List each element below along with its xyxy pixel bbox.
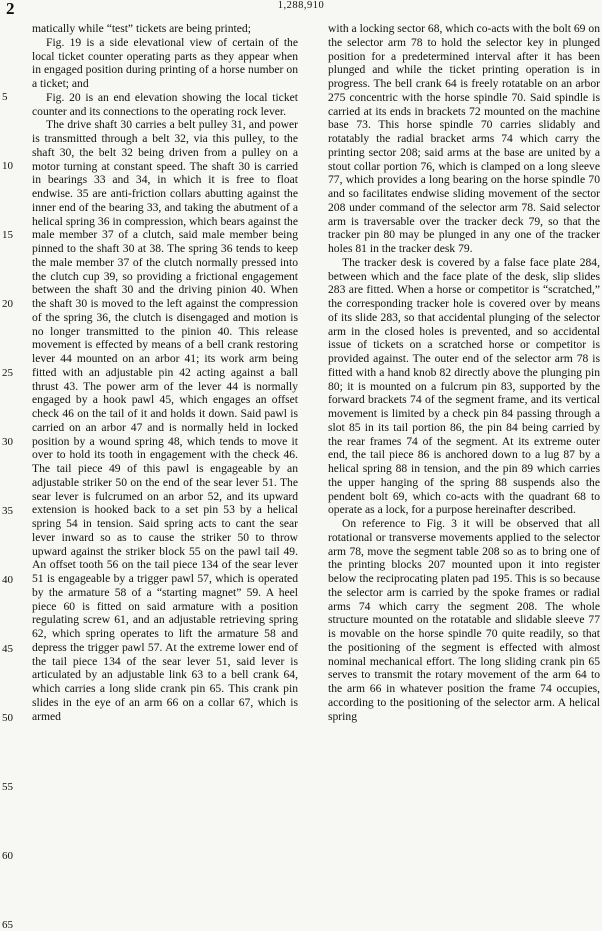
line-number: 60 bbox=[2, 850, 13, 862]
right-text-column bbox=[328, 22, 600, 927]
paragraph: Fig. 19 is a side elevational view of certain of the local ticket counter operating parts as they appear when in engaged position during printing of a horse number on a ticket; and bbox=[32, 35, 298, 90]
line-number: 15 bbox=[2, 229, 13, 241]
paragraph: with a locking sector 68, which co-acts with the bolt 69 on the selector arm 78 to hold the selector key in plunged position for a predetermined interval after it has been plunged and while the ticket printing operation is in progress. The bell crank 64 is freely rotatable on an arbor 275 concentric with the horse spindle 70. Said spindle is carried at its ends in brackets 72 mounted on the machine base 73. This horse spindle 70 carries slidably and rotatably the radial bracket arms 74 which carry the printing sector 208; said arms at the base are united by a stout collar portion 76, which is clamped on a long sleeve 77, which provides a long bearing on the horse spindle 70 and so facilitates endwise sliding movement of the sector 208 under command of the selector arm 78. Said selector arm is traversable over the tracker deck 79, so that the tracker pin 80 may be plunged in any one of the tracker holes 81 in the tracker desk 79. bbox=[328, 22, 600, 255]
line-number: 55 bbox=[2, 781, 13, 793]
line-number: 65 bbox=[2, 919, 13, 931]
line-number: 40 bbox=[2, 574, 13, 586]
page-header bbox=[0, 0, 602, 18]
paragraph: The drive shaft 30 carries a belt pulley 31, and power is transmitted through a belt 32, via this pulley, to the shaft 30, the belt 32 being driven from a pulley on a motor turning at constant speed. The shaft 30 is carried in bearings 33 and 34, in which it is free to float endwise. 35 are anti-friction collars abutting against the inner end of the bearing 33, and taking the abutment of a helical spring 36 in compression, which bears against the male member 37 of a clutch, said male member being pinned to the shaft 30 at 38. The spring 36 tends to keep the male member 37 of the clutch normally pressed into the clutch cup 39, so providing a frictional engagement between the shaft 30 and the driving pinion 40. When the shaft 30 is moved to the left against the compression of the spring 36, the clutch is disengaged and motion is no longer transmitted to the pinion 40. This release movement is effected by means of a bell crank restoring lever 44 mounted on an arbor 41; its work arm being fitted with an adjustable pin 42 acting against a ball thrust 43. The power arm of the lever 44 is normally engaged by a hook pawl 45, which engages an offset check 46 on the tail of it and holds it down. Said pawl is carried on an arbor 47 and is normally held in locked position by a wound spring 48, which tends to move it over to hold its tooth in engagement with the check 46. The tail piece 49 of this pawl is engageable by an adjustable striker 50 on the end of the sear lever 51. The sear lever is fulcrumed on an arbor 52, and its upward extension is hooked back to a set pin 53 by a helical spring 54 in tension. Said spring acts to cant the sear lever inward so as to cause the striker 50 to throw upward against the striker block 55 on the pawl tail 49. An offset tooth 56 on the tail piece 134 of the sear lever 51 is engageable by a trigger pawl 57, which is operated by the armature 58 of a “starting magnet” 59. A heel piece 60 is fitted on said armature with a position regulating screw 61, and an adjustable retrieving spring 62, which spring operates to lift the armature 58 and depress the trigger pawl 57. At the extreme lower end of the tail piece 134 of the sear lever 51, said lever is articulated by an adjustable link 63 to a bell crank 64, which carries a long slide crank pin 65. This crank pin slides in the eye of an arm 66 on a collar 67, which is armed bbox=[32, 118, 298, 723]
paragraph: On reference to Fig. 3 it will be observed that all rotational or transverse movements applied to the selector arm 78, move the segment table 208 so as to bring one of the printing blocks 207 mounted upon it into register below the reciprocating platen pad 195. This is so because the selector arm is carried by the spoke frames or radial arms 74 which carry the segment 208. The whole structure mounted on the rotatable and slidable sleeve 77 is movable on the horse spindle 70 quite readily, so that the positioning of the segment is effected with almost nominal mechanical effort. The long sliding crank pin 65 serves to transmit the rotary movement of the arm 64 to the arm 66 in whatever position the frame 74 occupies, according to the positioning of the selector arm. A helical spring bbox=[328, 517, 600, 723]
line-number: 30 bbox=[2, 436, 13, 448]
page-number: 2 bbox=[6, 0, 15, 18]
left-text-column bbox=[32, 22, 298, 927]
line-number: 50 bbox=[2, 712, 13, 724]
paragraph: Fig. 20 is an end elevation showing the local ticket counter and its connections to the operating rock lever. bbox=[32, 90, 298, 118]
patent-number: 1,288,910 bbox=[277, 0, 325, 11]
line-number: 25 bbox=[2, 367, 13, 379]
line-number: 35 bbox=[2, 505, 13, 517]
line-number: 45 bbox=[2, 643, 13, 655]
paragraph: matically while “test” tickets are being printed; bbox=[32, 22, 251, 35]
paragraph: The tracker desk is covered by a false face plate 284, between which and the face plate of the desk, slip slides 283 are fitted. When a horse or competitor is “scratched,” the corresponding tracker hole is covered over by means of its slide 283, so that accidental plunging of the selector arm in the closed holes is prevented, and so accidental issue of tickets on a scratched horse or competitor is provided against. The outer end of the selector arm 78 is fitted with a hand knob 82 directly above the plunging pin 80; it is mounted on a fulcrum pin 83, supported by the forward brackets 74 of the segment frame, and its vertical movement is limited by a check pin 84 passing through a slot 85 in its tail portion 86, the pin 84 being carried by the rear frames 74 of the segment. At its extreme outer end, the tail piece 86 is anchored down to a lug 87 by a helical spring 88 in tension, and the pin 89 which carries the upper hanging of the spring 88 suspends also the pendent bolt 69, which co-acts with the quadrant 68 to operate as a lock, for a purpose hereinafter described. bbox=[328, 255, 600, 517]
line-number: 5 bbox=[2, 91, 8, 103]
line-number: 20 bbox=[2, 298, 13, 310]
line-number: 10 bbox=[2, 160, 13, 172]
